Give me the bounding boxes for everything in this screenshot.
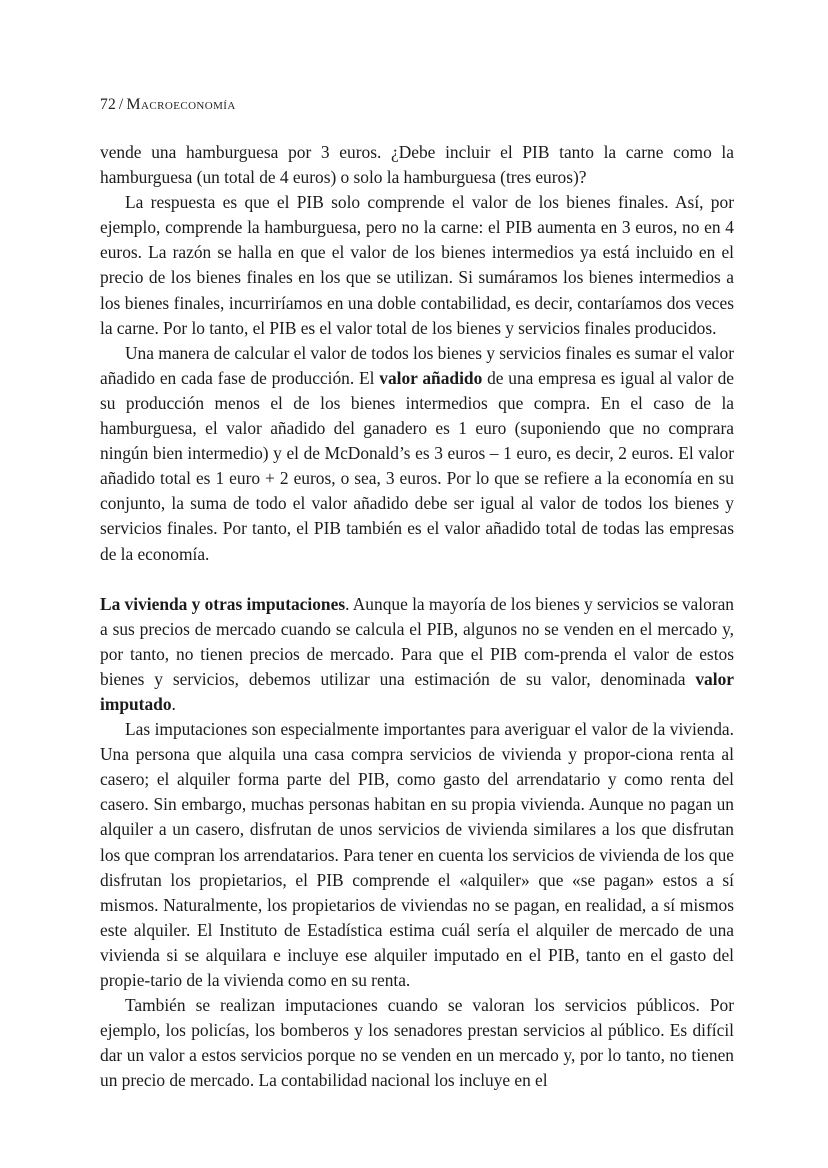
running-head	[100, 95, 236, 115]
text-run: Una manera de calcular el valor de todos los bienes y servicios finales es sumar el valor añadido en cada fase de producción. El	[100, 342, 734, 388]
paragraph	[100, 717, 734, 993]
bold-term: La vivienda y otras imputaciones	[100, 593, 346, 614]
bold-term: valor añadido	[379, 367, 483, 388]
text-run: vende una hamburguesa por 3 euros. ¿Debe incluir el PIB tanto la carne como la hamburguesa (un total de 4 euros) o solo la hamburguesa (tres euros)?	[100, 142, 734, 188]
text-run: . Aunque la mayoría de los bienes y servicios se valoran a sus precios de mercado cuando se calcula el PIB, algunos no se venden en el mercado y, por tanto, no tienen precios de mercado. Para que el PIB com-prenda el valor de estos bienes y servicios, debemos utilizar una estimación de su valor, denominada	[100, 593, 734, 689]
page-number: 72	[100, 96, 116, 113]
text-run: También se realizan imputaciones cuando se valoran los servicios públicos. Por ejemplo, los policías, los bomberos y los senadores prestan servicios al público. Es difícil dar un valor a estos servicios porque no se venden en un mercado y, por lo tanto, no tienen un precio de mercado. La contabilidad nacional los incluye en el	[100, 995, 734, 1091]
text-run: de una empresa es igual al valor de su producción menos el de los bienes intermedios que compra. En el caso de la hamburguesa, el valor añadido del ganadero es 1 euro (suponiendo que no comprara ningún bien intermedio) y el de McDonald’s es 3 euros – 1 euro, es decir, 2 euros. El valor añadido total es 1 euro + 2 euros, o sea, 3 euros. Por lo que se refiere a la economía en su conjunto, la suma de todo el valor añadido debe ser igual al valor de todos los bienes y servicios finales. Por tanto, el PIB también es el valor añadido total de todas las empresas de la economía.	[100, 367, 734, 564]
body-text-block	[100, 140, 734, 1093]
paragraph	[100, 993, 734, 1093]
bold-term: valor imputado	[100, 668, 734, 714]
book-title: Macroeconomía	[126, 96, 236, 113]
paragraph	[100, 341, 734, 567]
paragraph	[100, 190, 734, 341]
text-run: Las imputaciones son especialmente importantes para averiguar el valor de la vivienda. Una persona que alquila una casa compra servicios de vivienda y propor-ciona renta al casero; el alquiler forma parte del PIB, como gasto del arrendatario y como renta del casero. Sin embargo, muchas personas habitan en su propia vivienda. Aunque no pagan un alquiler a un casero, disfrutan de unos servicios de vivienda similares a los que disfrutan los que compran los arrendatarios. Para tener en cuenta los servicios de vivienda de los que disfrutan los propietarios, el PIB comprende el «alquiler» que «se pagan» estos a sí mismos. Naturalmente, los propietarios de viviendas no se pagan, en realidad, a sí mismos este alquiler. El Instituto de Estadística estima cuál sería el alquiler de mercado de una vivienda si se alquilara e incluye ese alquiler imputado en el PIB, tanto en el gasto del propie-tario de la vivienda como en su renta.	[100, 719, 734, 990]
running-head-separator: /	[118, 96, 124, 113]
paragraph	[100, 592, 734, 717]
text-run: .	[171, 693, 176, 714]
paragraph	[100, 140, 734, 190]
text-run: La respuesta es que el PIB solo comprende el valor de los bienes finales. Así, por ejemplo, comprende la hamburguesa, pero no la carne: el PIB aumenta en 3 euros, no en 4 euros. La razón se halla en que el valor de los bienes intermedios ya está incluido en el precio de los bienes finales en los que se utilizan. Si sumáramos los bienes intermedios a los bienes finales, incurriríamos en una doble contabilidad, es decir, contaríamos dos veces la carne. Por lo tanto, el PIB es el valor total de los bienes y servicios finales producidos.	[100, 192, 734, 338]
